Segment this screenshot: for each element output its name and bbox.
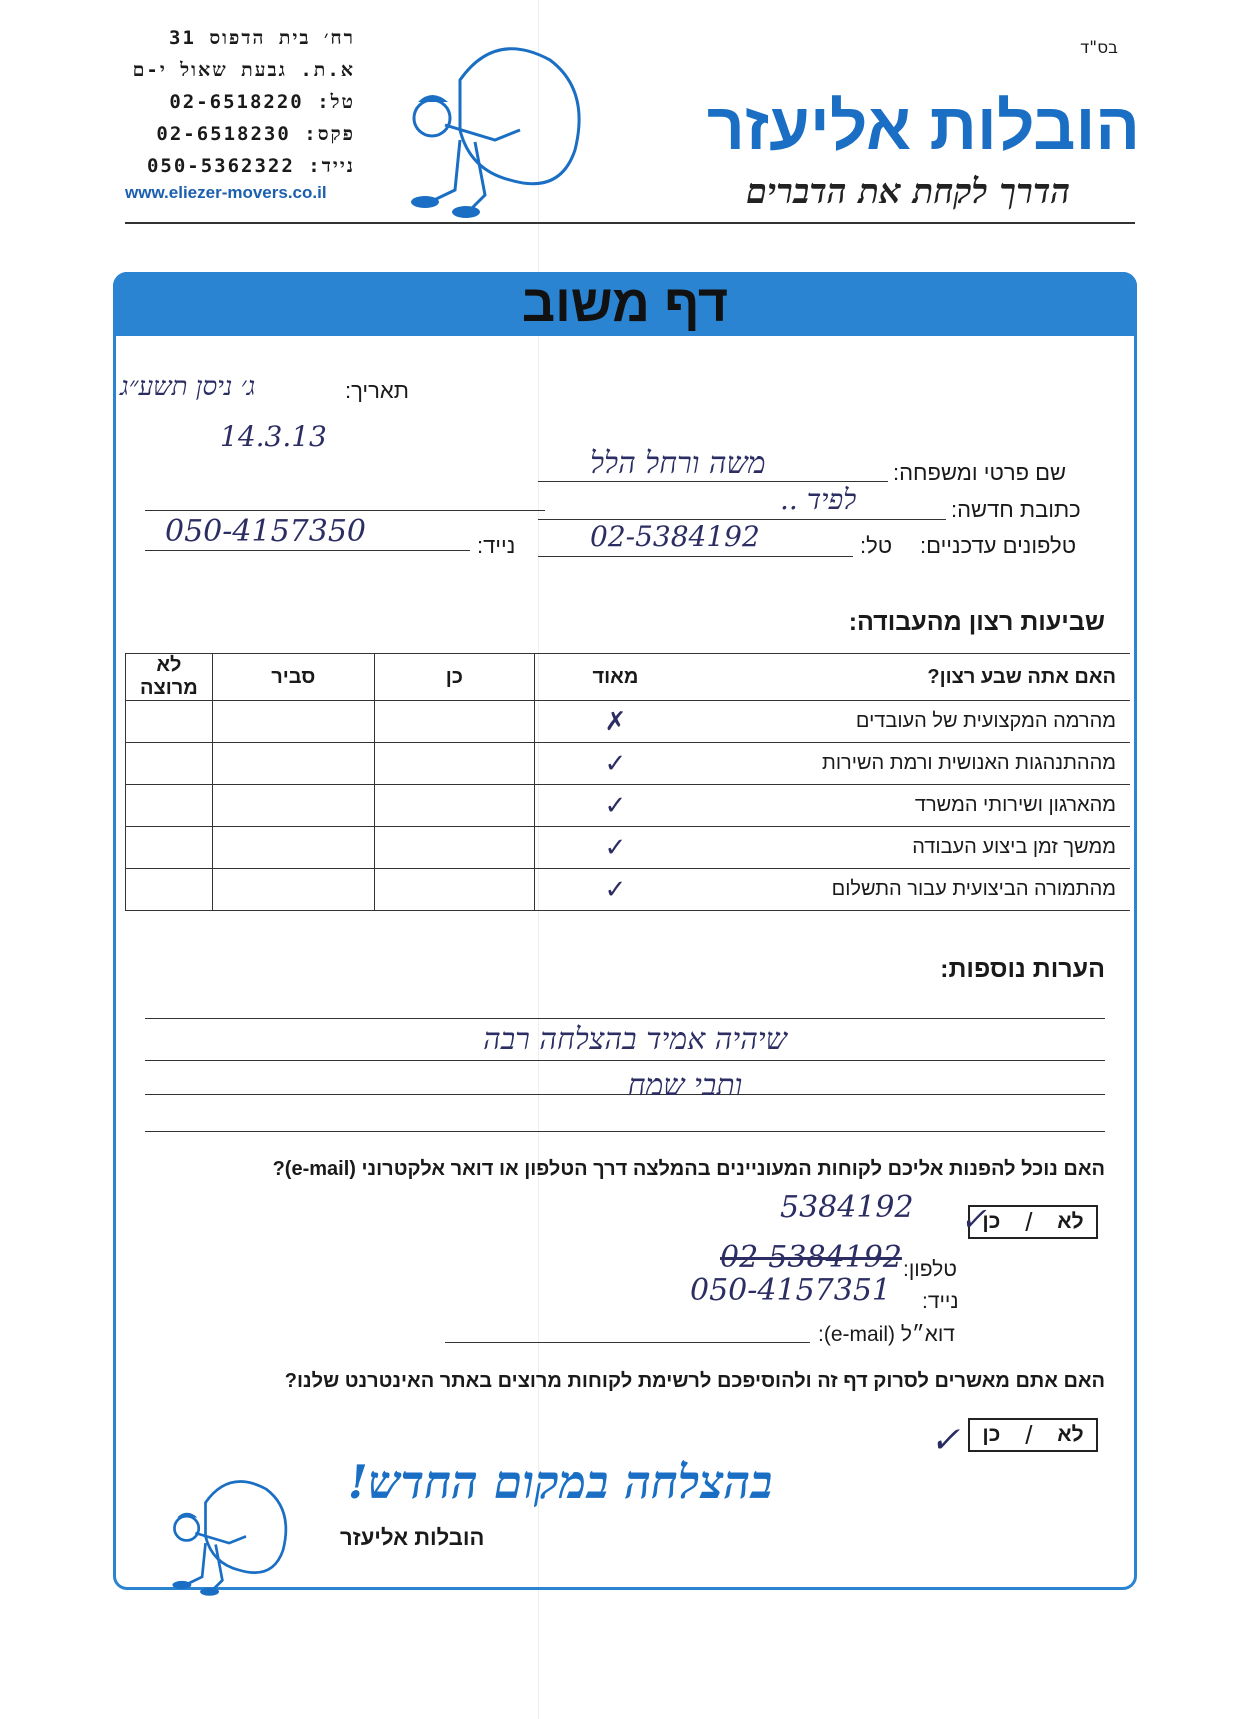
- row-checkbox-reasonable[interactable]: [212, 827, 374, 869]
- publish-yes-option[interactable]: כן: [982, 1423, 1001, 1446]
- column-header-unsatisfied: לא מרוצה: [126, 654, 213, 701]
- row-label: מהתמורה הביצועית עבור התשלום: [696, 869, 1130, 911]
- referral-email-label: דוא״ל (e-mail):: [818, 1323, 955, 1346]
- fax-label: פקס:: [304, 123, 355, 145]
- column-header-question: האם אתה שבע רצון?: [696, 654, 1130, 701]
- row-checkbox-very[interactable]: ✓: [534, 869, 696, 911]
- row-checkbox-yes[interactable]: [374, 785, 534, 827]
- mobile-value[interactable]: 050-4157350: [165, 514, 367, 549]
- name-label: שם פרטי ומשפחה:: [893, 460, 1067, 485]
- notes-line: [145, 1018, 1105, 1019]
- tel-underline: [538, 556, 853, 557]
- table-row: [126, 743, 1131, 785]
- company-name: הובלות אליעזר: [706, 89, 1140, 163]
- row-checkbox-unsatisfied[interactable]: [126, 785, 213, 827]
- phone-label: טל:: [317, 91, 355, 113]
- referral-mobile-value[interactable]: 050-4157351: [690, 1273, 892, 1308]
- phone-row: [125, 86, 355, 118]
- row-checkbox-yes[interactable]: [374, 869, 534, 911]
- row-checkbox-yes[interactable]: [374, 827, 534, 869]
- mobile-field-label: נייד:: [477, 533, 516, 558]
- referral-tel-label: טלפון:: [903, 1258, 957, 1281]
- table-row: [126, 869, 1131, 911]
- date-label: תאריך:: [345, 378, 409, 403]
- tel-label: טל:: [860, 533, 893, 558]
- address-line1: רח׳ בית הדפוס 31: [169, 27, 355, 49]
- contact-block: [125, 22, 355, 182]
- referral-tel-value[interactable]: 02-5384192: [720, 1240, 902, 1275]
- row-label: מהארגון ושירותי המשרד: [696, 785, 1130, 827]
- mobile-row: [125, 150, 355, 182]
- referral-answer-mark: ✓: [960, 1200, 987, 1238]
- footer-company-name: הובלות אליעזר: [340, 1525, 485, 1550]
- date-gregorian-value: 14.3.13: [220, 420, 327, 453]
- row-checkbox-reasonable[interactable]: [212, 743, 374, 785]
- satisfaction-table: [125, 653, 1130, 911]
- publish-question: האם אתם מאשרים לסרוק דף זה ולהוסיפכם לרשימת לקוחות מרוצים באתר האינטרנט שלנו?: [284, 1370, 1105, 1392]
- column-header-reasonable: סביר: [212, 654, 374, 701]
- mobile-underline: [145, 550, 470, 551]
- row-label: ממשך זמן ביצוע העבודה: [696, 827, 1130, 869]
- referral-mobile-label: נייד:: [922, 1290, 959, 1313]
- row-checkbox-yes[interactable]: [374, 743, 534, 785]
- notes-line2-value[interactable]: ותבי שמח: [627, 1068, 743, 1103]
- phones-label: טלפונים עדכניים:: [920, 533, 1077, 558]
- address-line2: א.ת. גבעת שאול י-ם: [132, 59, 355, 81]
- slogan: הדרך לקחת את הדברים: [746, 172, 1070, 212]
- column-header-very: מאוד: [534, 654, 696, 701]
- mobile-label: נייד:: [308, 155, 355, 177]
- table-row: [126, 785, 1131, 827]
- satisfaction-title: שביעות רצון מהעבודה:: [848, 608, 1105, 636]
- referral-tel-extra: 5384192: [780, 1190, 914, 1225]
- bsd-mark: בס"ד: [1080, 38, 1118, 58]
- table-header-row: [126, 654, 1131, 701]
- row-checkbox-yes[interactable]: [374, 701, 534, 743]
- row-checkbox-unsatisfied[interactable]: [126, 827, 213, 869]
- name-value[interactable]: משה ורחל הלל: [590, 446, 766, 481]
- row-checkbox-reasonable[interactable]: [212, 785, 374, 827]
- address-underline-left: [145, 510, 545, 511]
- address-label: כתובת חדשה:: [951, 497, 1081, 522]
- phone-number: 02-6518220: [169, 91, 304, 113]
- address-value[interactable]: לפיד ..: [780, 483, 857, 516]
- row-checkbox-very[interactable]: ✗: [534, 701, 696, 743]
- farewell-message: בהצלחה במקום החדש!: [347, 1455, 773, 1509]
- slash-divider: /: [1025, 1419, 1033, 1450]
- row-checkbox-very[interactable]: ✓: [534, 827, 696, 869]
- referral-yes-option[interactable]: כן: [982, 1210, 1001, 1233]
- mover-mascot-small-icon: [165, 1468, 300, 1598]
- row-checkbox-unsatisfied[interactable]: [126, 869, 213, 911]
- header-divider: [125, 222, 1135, 224]
- referral-question: האם נוכל להפנות אליכם לקוחות המעוניינים בהמלצה דרך הטלפון או דואר אלקטרוני (e-mail)?: [272, 1158, 1105, 1180]
- row-checkbox-very[interactable]: ✓: [534, 743, 696, 785]
- fax-number: 02-6518230: [156, 123, 291, 145]
- form-title: דף משוב: [521, 275, 729, 333]
- website-link[interactable]: www.eliezer-movers.co.il: [125, 183, 327, 202]
- publish-answer-mark: ✓: [930, 1420, 961, 1461]
- mover-mascot-icon: [400, 30, 600, 220]
- table-row: [126, 827, 1131, 869]
- row-checkbox-very[interactable]: ✓: [534, 785, 696, 827]
- row-checkbox-reasonable[interactable]: [212, 701, 374, 743]
- fax-row: [125, 118, 355, 150]
- publish-yes-no-box[interactable]: [968, 1418, 1098, 1452]
- row-checkbox-unsatisfied[interactable]: [126, 743, 213, 785]
- referral-yes-no-box[interactable]: [968, 1205, 1098, 1239]
- mobile-number: 050-5362322: [146, 155, 295, 177]
- row-checkbox-unsatisfied[interactable]: [126, 701, 213, 743]
- referral-no-option[interactable]: לא: [1057, 1210, 1084, 1233]
- row-label: מההתנהגות האנושית ורמת השירות: [696, 743, 1130, 785]
- row-checkbox-reasonable[interactable]: [212, 869, 374, 911]
- tel-value[interactable]: 02-5384192: [590, 520, 760, 553]
- referral-email-underline: [445, 1342, 810, 1343]
- row-label: מהרמה המקצועית של העובדים: [696, 701, 1130, 743]
- notes-line1-value[interactable]: שיהיה אמיד בהצלחה רבה: [483, 1022, 787, 1057]
- notes-line: [145, 1131, 1105, 1132]
- date-hebrew-value: ג׳ ניסן תשע״ג: [120, 372, 256, 402]
- publish-no-option[interactable]: לא: [1057, 1423, 1084, 1446]
- column-header-yes: כן: [374, 654, 534, 701]
- notes-title: הערות נוספות:: [940, 955, 1105, 983]
- name-underline: [538, 481, 888, 482]
- slash-divider: /: [1025, 1206, 1033, 1237]
- notes-line: [145, 1060, 1105, 1061]
- table-row: [126, 701, 1131, 743]
